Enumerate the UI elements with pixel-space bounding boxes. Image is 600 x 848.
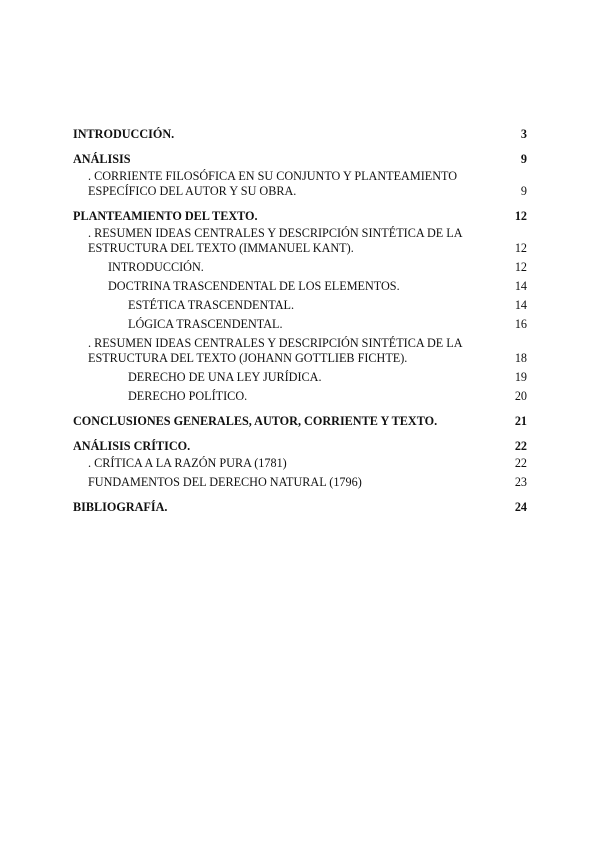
- toc-entry[interactable]: [73, 298, 527, 313]
- toc-entry-title: DERECHO POLÍTICO.: [128, 389, 248, 403]
- toc-entry-title: CONCLUSIONES GENERALES, AUTOR, CORRIENTE Y TEXTO.: [73, 414, 438, 428]
- toc-entry-title: . RESUMEN IDEAS CENTRALES Y DESCRIPCIÓN SINTÉTICA DE LA ESTRUCTURA DEL TEXTO (IMMANUEL KANT).: [88, 226, 462, 255]
- toc-entry-title: ESTÉTICA TRASCENDENTAL.: [128, 298, 295, 312]
- toc-entry-page: 16: [514, 317, 527, 331]
- toc-entry[interactable]: [73, 336, 527, 366]
- toc-entry-title: BIBLIOGRAFÍA.: [73, 500, 168, 514]
- toc-entry-title: LÓGICA TRASCENDENTAL.: [128, 317, 283, 331]
- toc-entry[interactable]: [73, 317, 527, 332]
- toc-entry-page: 14: [514, 279, 527, 293]
- toc-entry-page: 20: [514, 389, 527, 403]
- toc-entry[interactable]: [73, 226, 527, 256]
- toc-entry-page: 12: [514, 209, 527, 223]
- toc-entry-title: ANÁLISIS CRÍTICO.: [73, 439, 191, 453]
- toc-entry-title: PLANTEAMIENTO DEL TEXTO.: [73, 209, 258, 223]
- toc-entry[interactable]: [73, 279, 527, 294]
- toc-entry[interactable]: [73, 260, 527, 275]
- toc-entry-page: 19: [514, 370, 527, 384]
- toc-entry-title: INTRODUCCIÓN.: [108, 260, 204, 274]
- toc-entry-page: 18: [514, 351, 527, 365]
- toc-entry-title: INTRODUCCIÓN.: [73, 127, 175, 141]
- toc-entry-page: 22: [514, 439, 527, 453]
- toc-entry[interactable]: [73, 209, 527, 224]
- toc-entry[interactable]: [73, 152, 527, 167]
- toc-entry[interactable]: [73, 127, 527, 142]
- toc-entry[interactable]: [73, 370, 527, 385]
- toc-entry-page: 14: [514, 298, 527, 312]
- toc-entry-page: 21: [514, 414, 527, 428]
- toc-entry-title: . RESUMEN IDEAS CENTRALES Y DESCRIPCIÓN SINTÉTICA DE LA ESTRUCTURA DEL TEXTO (JOHANN GOTTLIEB FICHTE).: [88, 336, 462, 365]
- toc-entry-page: 12: [514, 260, 527, 274]
- toc-entry-page: 12: [514, 241, 527, 255]
- toc-entry[interactable]: [73, 169, 527, 199]
- toc-entry-page: 23: [514, 475, 527, 489]
- toc-entry-title: . CORRIENTE FILOSÓFICA EN SU CONJUNTO Y PLANTEAMIENTO ESPECÍFICO DEL AUTOR Y SU OBRA.: [88, 169, 458, 198]
- toc-entry-page: 22: [514, 456, 527, 470]
- table-of-contents: [73, 127, 527, 515]
- toc-entry[interactable]: [73, 500, 527, 515]
- toc-entry-title: ANÁLISIS: [73, 152, 131, 166]
- toc-entry[interactable]: [73, 439, 527, 454]
- toc-entry-page: 24: [514, 500, 527, 514]
- toc-entry-title: DOCTRINA TRASCENDENTAL DE LOS ELEMENTOS.: [108, 279, 400, 293]
- toc-entry-title: FUNDAMENTOS DEL DERECHO NATURAL (1796): [88, 475, 362, 489]
- toc-entry[interactable]: [73, 475, 527, 490]
- toc-entry-page: 3: [520, 127, 527, 141]
- toc-entry-title: . CRÍTICA A LA RAZÓN PURA (1781): [88, 456, 287, 470]
- toc-entry-page: 9: [520, 152, 527, 166]
- toc-entry[interactable]: [73, 389, 527, 404]
- toc-entry-title: DERECHO DE UNA LEY JURÍDICA.: [128, 370, 322, 384]
- toc-entry[interactable]: [73, 456, 527, 471]
- toc-entry[interactable]: [73, 414, 527, 429]
- toc-entry-page: 9: [520, 184, 527, 198]
